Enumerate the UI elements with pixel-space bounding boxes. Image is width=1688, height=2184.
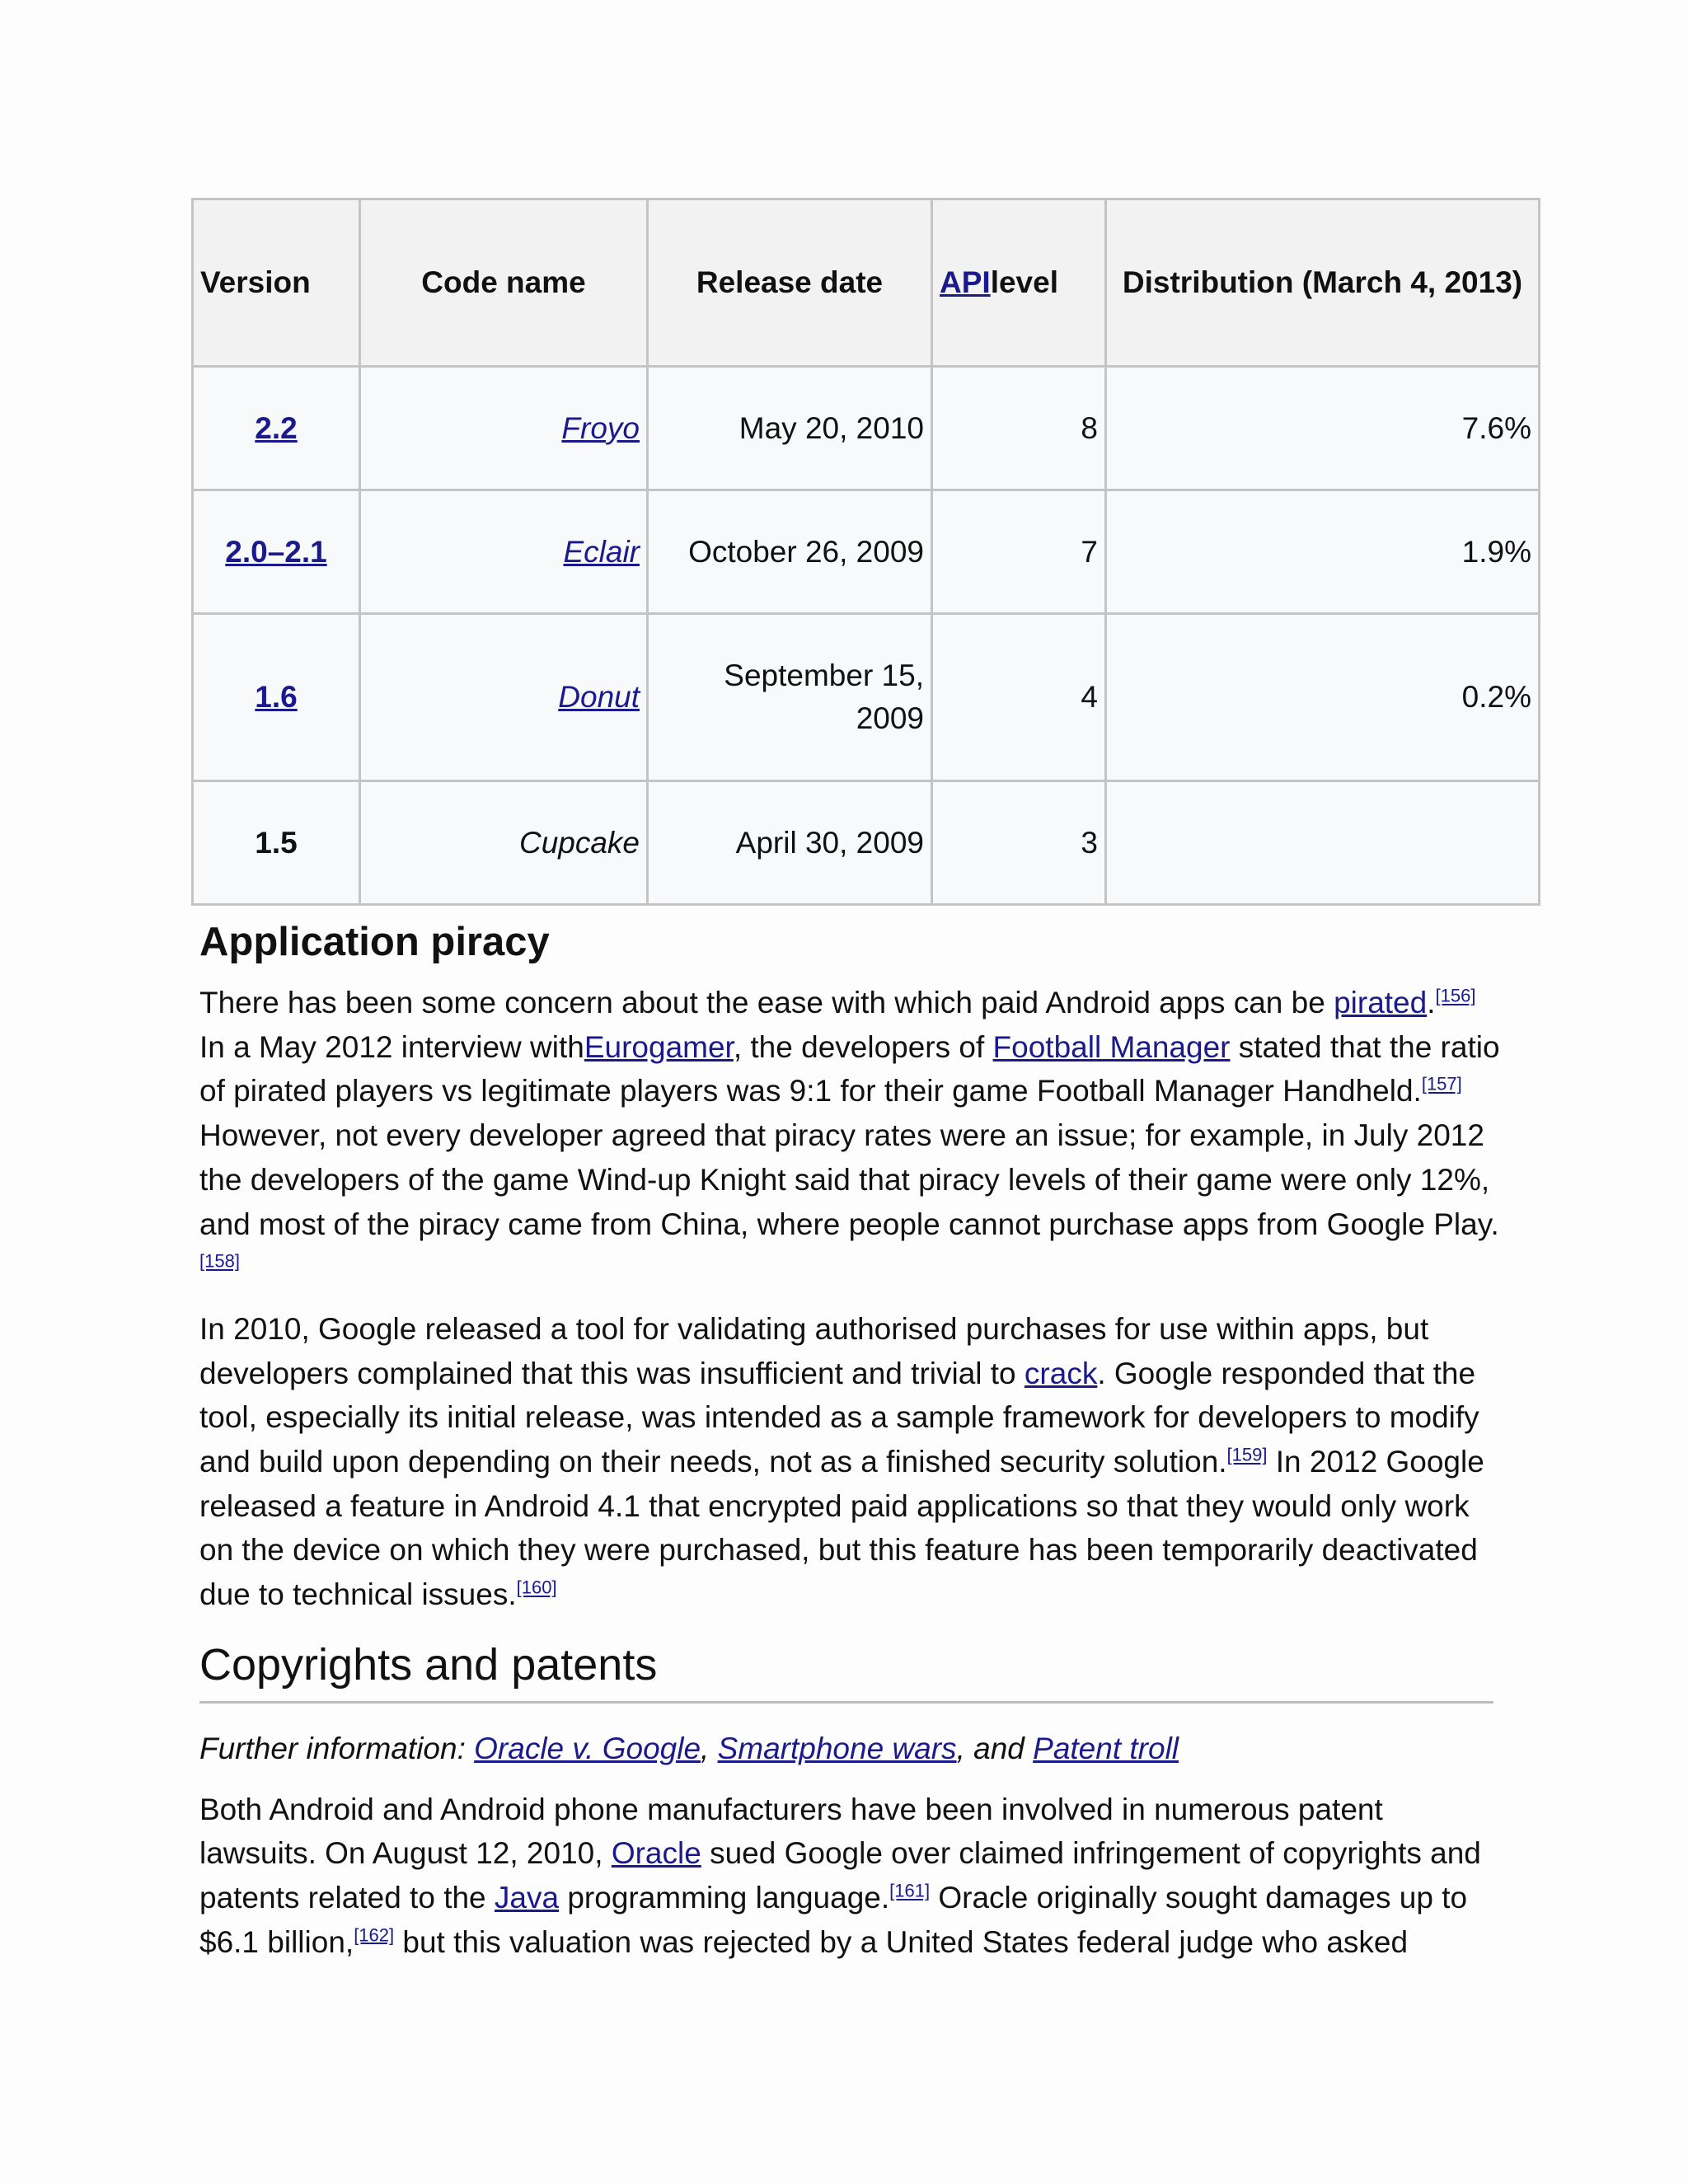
text-span: In 2012 Google released a feature in Android 4.1 that encrypted paid applications so that they would only work on the device on which they were purchased, but this feature has been temporarily deactivated due to technical issues. <box>199 1445 1484 1612</box>
codename-link-donut[interactable]: Donut <box>558 680 640 714</box>
text-span: , <box>701 1731 718 1765</box>
header-api-level <box>932 199 1106 367</box>
header-version: Version <box>193 199 360 367</box>
api-level-label: level <box>990 265 1058 299</box>
api-level-cell: 8 <box>932 367 1106 490</box>
distribution-cell: 0.2% <box>1106 614 1540 781</box>
link-patent-troll[interactable]: Patent troll <box>1033 1731 1179 1765</box>
text-span: In 2010, Google released a tool for validating authorised purchases for use within apps, but developers complained that this was insufficient and trivial to <box>199 1311 1429 1390</box>
citation-160[interactable]: [160] <box>516 1577 557 1598</box>
piracy-paragraph-1 <box>199 981 1502 1291</box>
table-row <box>193 490 1540 614</box>
further-information-label: Further information: <box>199 1731 475 1765</box>
code-name-cell <box>360 367 648 490</box>
version-cell: 1.5 <box>193 781 360 905</box>
version-link-1-6[interactable]: 1.6 <box>255 680 298 714</box>
citation-156[interactable]: [156] <box>1435 985 1476 1006</box>
table-row <box>193 614 1540 781</box>
version-cell <box>193 614 360 781</box>
piracy-paragraph-2 <box>199 1307 1502 1617</box>
link-pirated[interactable]: pirated <box>1334 986 1428 1019</box>
release-date-cell: April 30, 2009 <box>648 781 932 905</box>
article-content <box>199 913 1502 1964</box>
link-smartphone-wars[interactable]: Smartphone wars <box>717 1731 957 1765</box>
citation-157[interactable]: [157] <box>1421 1074 1462 1095</box>
version-link-2-2[interactable]: 2.2 <box>255 410 298 445</box>
citation-162[interactable]: [162] <box>354 1924 395 1946</box>
link-java[interactable]: Java <box>494 1880 560 1915</box>
header-distribution: Distribution (March 4, 2013) <box>1106 199 1540 367</box>
link-eurogamer[interactable]: Eurogamer <box>584 1029 734 1064</box>
text-span: . Google responded that the tool, especially its initial release, was intended as a sample framework for developers to modify and build upon depending on their needs, not as a finished security solution. <box>199 1356 1479 1479</box>
codename-link-eclair[interactable]: Eclair <box>563 534 640 569</box>
release-date-cell: October 26, 2009 <box>648 490 932 614</box>
table-row <box>193 781 1540 905</box>
text-span: Oracle originally sought damages up to $6.1 billion, <box>199 1880 1468 1959</box>
text-span: However, not every developer agreed that piracy rates were an issue; for example, in July 2012 the developers of the game Wind-up Knight said that piracy levels of their game were only 12%, and most of the piracy came from China, where people cannot purchase apps from Google Play. <box>199 1118 1499 1241</box>
text-span: stated that the ratio of pirated players vs legitimate players was 9:1 for their game Football Manager Handheld. <box>199 1029 1500 1108</box>
link-crack[interactable]: crack <box>1024 1356 1098 1390</box>
text-span: There has been some concern about the ease with which paid Android apps can be <box>199 986 1334 1019</box>
code-name-cell: Cupcake <box>360 781 648 905</box>
android-versions-table <box>191 198 1540 906</box>
text-span: . <box>1427 986 1436 1019</box>
release-date-cell: May 20, 2010 <box>648 367 932 490</box>
section-heading-copyrights-and-patents: Copyrights and patents <box>199 1633 1493 1704</box>
citation-159[interactable]: [159] <box>1226 1444 1268 1465</box>
distribution-cell: 7.6% <box>1106 367 1540 490</box>
text-span: In a May 2012 interview with <box>199 1029 584 1064</box>
version-cell <box>193 490 360 614</box>
table-row <box>193 367 1540 490</box>
distribution-cell: 1.9% <box>1106 490 1540 614</box>
table-header-row <box>193 199 1540 367</box>
code-name-cell <box>360 490 648 614</box>
link-oracle[interactable]: Oracle <box>611 1836 701 1871</box>
text-span: but this valuation was rejected by a United States federal judge who asked <box>394 1924 1409 1959</box>
api-link[interactable]: API <box>940 265 991 299</box>
version-link-2-0-2-1[interactable]: 2.0–2.1 <box>225 534 327 569</box>
header-code-name: Code name <box>360 199 648 367</box>
text-span: sued Google over claimed infringement of copyrights and patents related to the <box>199 1836 1481 1915</box>
copyrights-paragraph-1 <box>199 1788 1502 1965</box>
link-oracle-v-google[interactable]: Oracle v. Google <box>474 1731 701 1765</box>
further-information <box>199 1727 1502 1771</box>
code-name-cell <box>360 614 648 781</box>
text-span: , the developers of <box>733 1029 993 1064</box>
release-date-cell: September 15, 2009 <box>648 614 932 781</box>
citation-161[interactable]: [161] <box>889 1880 931 1901</box>
api-level-cell: 7 <box>932 490 1106 614</box>
text-span: programming language. <box>559 1880 890 1915</box>
text-span: , and <box>956 1731 1034 1765</box>
version-cell <box>193 367 360 490</box>
text-span: Both Android and Android phone manufacturers have been involved in numerous patent lawsuits. On August 12, 2010, <box>199 1792 1383 1871</box>
header-release-date: Release date <box>648 199 932 367</box>
citation-158[interactable]: [158] <box>199 1250 240 1272</box>
distribution-cell <box>1106 781 1540 905</box>
api-level-cell: 3 <box>932 781 1106 905</box>
api-level-cell: 4 <box>932 614 1106 781</box>
link-football-manager[interactable]: Football Manager <box>992 1029 1231 1064</box>
section-heading-application-piracy: Application piracy <box>199 920 550 964</box>
codename-link-froyo[interactable]: Froyo <box>561 410 640 445</box>
